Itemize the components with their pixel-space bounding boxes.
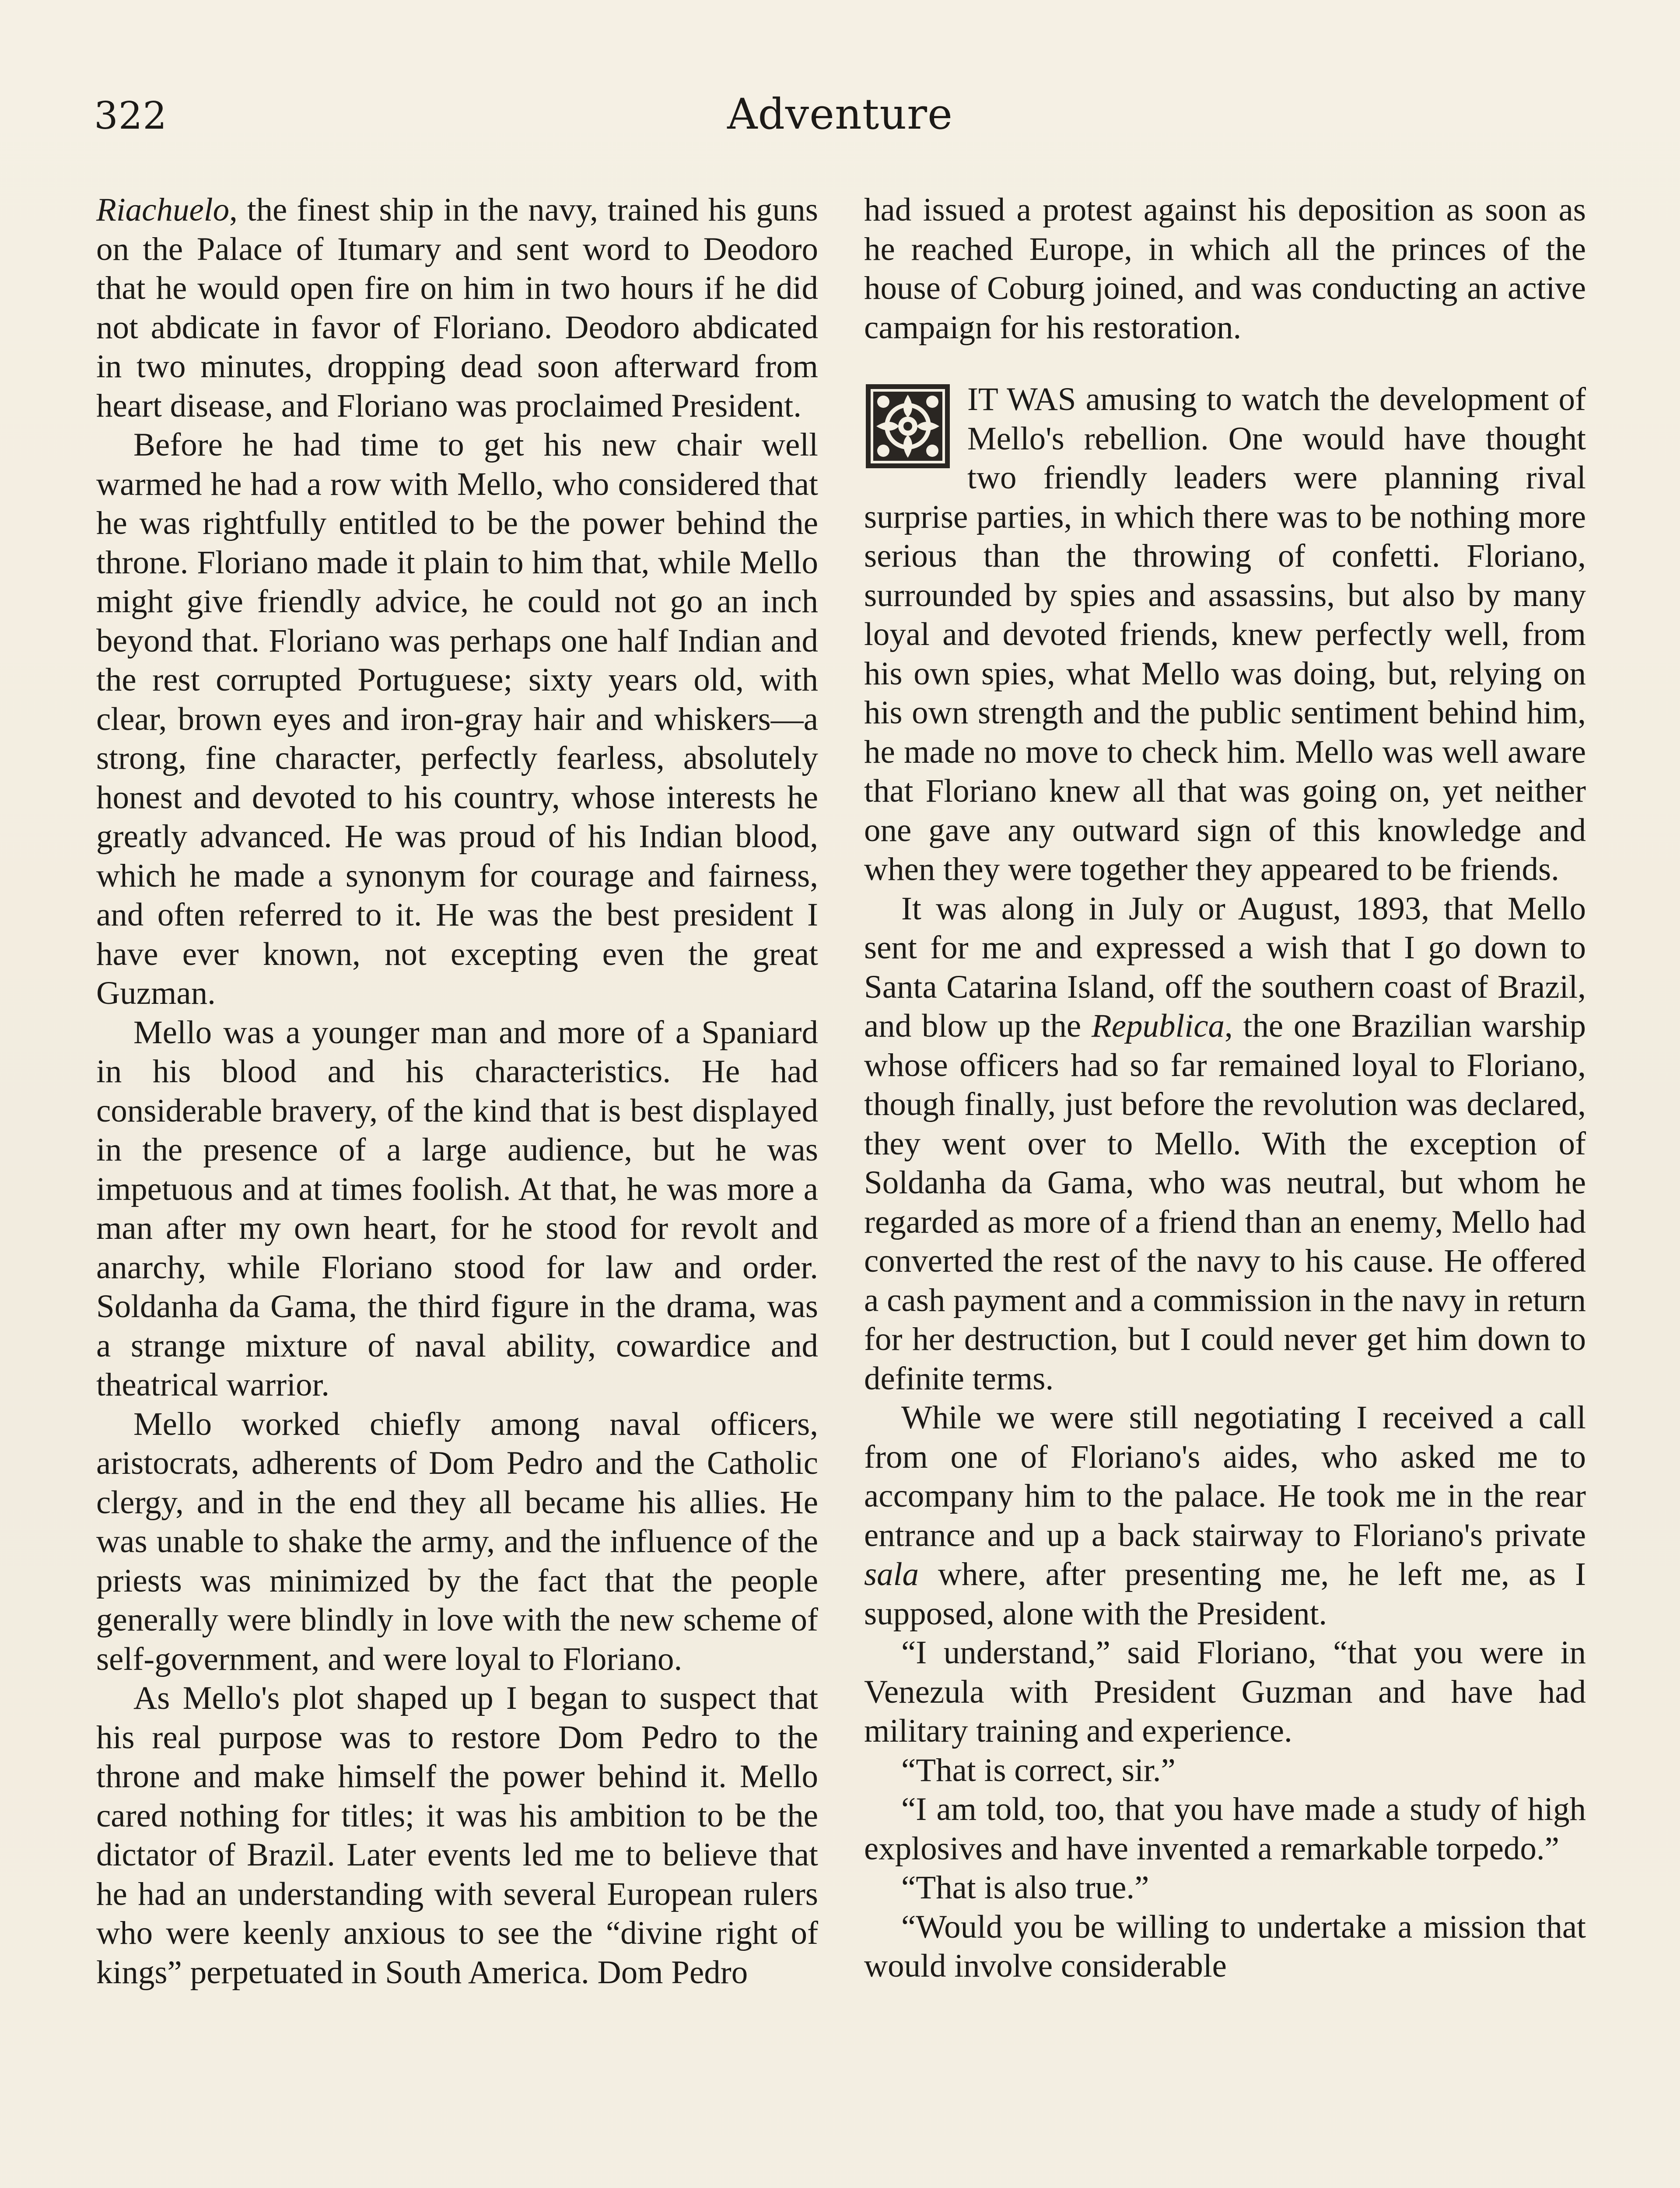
paragraph: “I understand,” said Floriano, “that you were in Venezula with President Guzman and have had military training and experience. xyxy=(864,1634,1586,1749)
paragraph: “That is also true.” xyxy=(901,1869,1149,1906)
paragraph: had issued a protest against his deposition as soon as he reached Europe, in which all the princes of the house of Coburg joined, and was conducting an active campaign for his restoration. xyxy=(864,192,1586,346)
paragraph: “That is correct, sir.” xyxy=(901,1752,1176,1788)
running-title: Adventure xyxy=(727,90,953,139)
left-column xyxy=(96,190,818,1992)
page-number: 322 xyxy=(94,94,168,138)
ship-name: Republica xyxy=(1091,1008,1225,1044)
ornament-icon xyxy=(864,382,952,470)
paragraph: Riachuelo, the finest ship in the navy, trained his guns on the Palace of Itumary and sent word to Deodoro that he would open fire on him in two hours if he did not abdicate in favor of Floriano. Deodoro abdicated in two minutes, dropping dead soon afterward from heart disease, and Floriano was proclaimed President. xyxy=(96,192,818,424)
paragraph: “I am told, too, that you have made a study of high explosives and have invented a remarkable torpedo.” xyxy=(864,1791,1586,1867)
section-paragraph: IT WAS amusing to watch the development of Mello's rebellion. One would have thought two friendly leaders were planning rival surprise parties, in which there was to be nothing more serious than the throwing of confetti. Floriano, surrounded by spies and assassins, but also by many loyal and devoted friends, knew perfectly well, from his own spies, what Mello was doing, but, relying on his own strength and the public sentiment behind him, he made no move to check him. Mello was well aware that Floriano knew all that was going on, yet neither one gave any outward sign of this knowledge and when they were together they appeared to be friends. xyxy=(864,381,1586,887)
paragraph: Mello was a younger man and more of a Spaniard in his blood and his characteristics. He had considerable bravery, of the kind that is best displayed in the presence of a large audience, but he was impetuous and at times foolish. At that, he was more a man after my own heart, for he stood for revolt and anarchy, while Floriano stood for law and order. Soldanha da Gama, the third figure in the drama, was a strange mixture of naval ability, cowardice and theatrical warrior. xyxy=(96,1014,818,1403)
ship-name: Riachuelo xyxy=(96,192,230,228)
paragraph: “Would you be willing to undertake a mission that would involve considerable xyxy=(864,1908,1586,1984)
paragraph: Before he had time to get his new chair well warmed he had a row with Mello, who considered that he was rightfully entitled to be the power behind the throne. Floriano made it plain to him that, while Mello might give friendly advice, he could not go an inch beyond that. Floriano was perhaps one half Indian and the rest corrupted Portuguese; sixty years old, with clear, brown eyes and iron-gray hair and whiskers—a strong, fine character, perfectly fearless, absolutely honest and devoted to his country, whose interests he greatly advanced. He was proud of his Indian blood, which he made a synonym for courage and fairness, and often referred to it. He was the best president I have ever known, not excepting even the great Guzman. xyxy=(96,427,818,1011)
italic-word: sala xyxy=(864,1556,919,1592)
paragraph: Mello worked chiefly among naval officers, aristocrats, adherents of Dom Pedro and the Catholic clergy, and in the end they all became his allies. He was unable to shake the army, and the influence of the priests was minimized by the fact that the people generally were blindly in love with the new scheme of self-government, and were loyal to Floriano. xyxy=(96,1406,818,1677)
right-column xyxy=(864,190,1586,1986)
paragraph: As Mello's plot shaped up I began to suspect that his real purpose was to restore Dom Pedro to the throne and make himself the power behind it. Mello cared nothing for titles; it was his ambition to be the dictator of Brazil. Later events led me to believe that he had an understanding with several European rulers who were keenly anxious to see the “divine right of kings” perpetuated in South America. Dom Pedro xyxy=(96,1680,818,1991)
page-header xyxy=(94,90,1586,147)
paragraph: While we were still negotiating I received a call from one of Floriano's aides, who asked me to accompany him to the palace. He took me in the rear entrance and up a back stairway to Floriano's private sala where, after presenting me, he left me, as I supposed, alone with the President. xyxy=(864,1399,1586,1632)
lead-words: IT WAS xyxy=(967,381,1076,417)
paragraph: It was along in July or August, 1893, that Mello sent for me and expressed a wish that I go down to Santa Catarina Island, off the southern coast of Brazil, and blow up the Republica, the one Brazilian warship whose officers had so far remained loyal to Floriano, though finally, just before the revolution was declared, they went over to Mello. With the exception of Soldanha da Gama, who was neutral, but whom he regarded as more of a friend than an enemy, Mello had converted the rest of the navy to his cause. He offered a cash payment and a commission in the navy in return for her destruction, but I could never get him down to definite terms. xyxy=(864,890,1586,1397)
